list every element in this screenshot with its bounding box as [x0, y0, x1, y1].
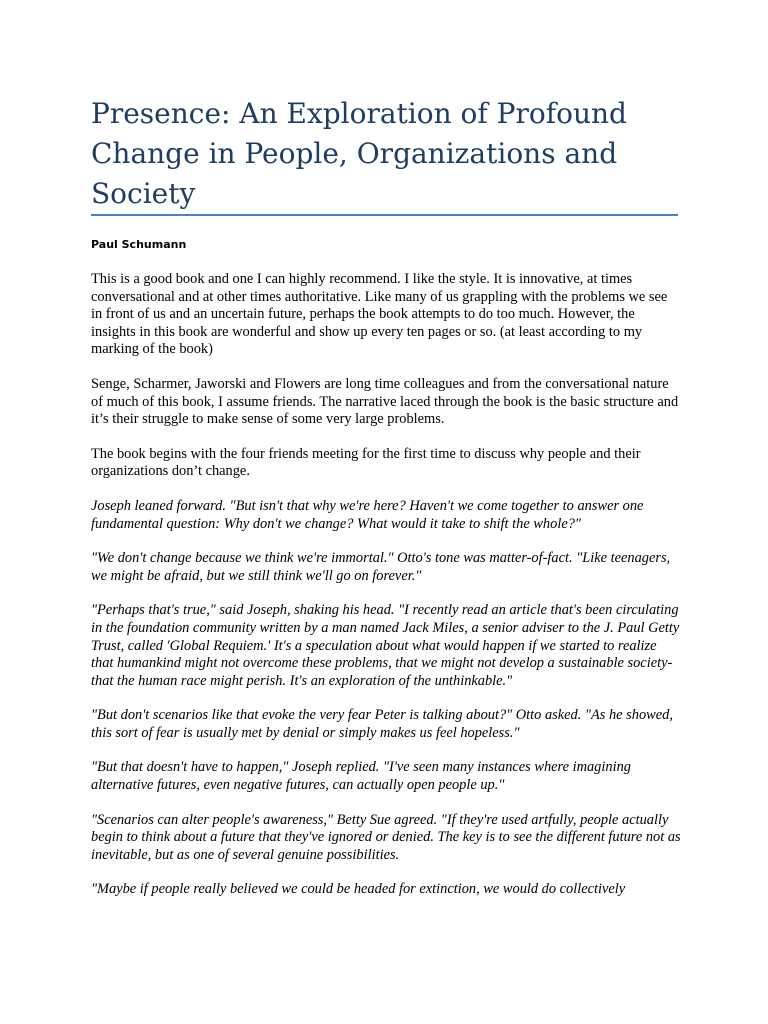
paragraph-review-intro: This is a good book and one I can highly recommend. I like the style. It is innovative, at times conversational and at other times authoritative. Like many of us grappling with the problems we see in front of us and an uncertain future, perhaps the book attempts to do too much. However, the insights in this book are wonderful and show up every ten pages or so. (at least according to my marking of the book)	[91, 271, 668, 358]
document-title: Presence: An Exploration of Profound Change in People, Organizations and Society	[91, 97, 627, 210]
author-name: Paul Schumann	[91, 238, 187, 251]
quote-paragraph: "We don't change because we think we're immortal." Otto's tone was matter-of-fact. "Like teenagers, we might be afraid, but we still think we'll go on forever."	[91, 550, 671, 584]
title-underline-rule	[91, 214, 678, 216]
document-body	[91, 271, 681, 916]
quote-paragraph: "Perhaps that's true," said Joseph, shaking his head. "I recently read an article that's been circulating in the foundation community written by a man named Jack Miles, a senior adviser to the J. Paul Getty Trust, called 'Global Requiem.' It's a speculation about what would happen if we started to realize that humankind might not overcome these problems, that we might not develop a sustainable society-that the human race might perish. It's an exploration of the unthinkable."	[91, 602, 680, 689]
quote-paragraph: Joseph leaned forward. "But isn't that why we're here? Haven't we come together to answer one fundamental question: Why don't we change? What would it take to shift the whole?"	[91, 497, 644, 532]
quote-paragraph: "But that doesn't have to happen," Joseph replied. "I've seen many instances where imagining alternative futures, even negative futures, can actually open people up."	[91, 759, 631, 794]
quote-paragraph: "But don't scenarios like that evoke the very fear Peter is talking about?" Otto asked. "As he showed, this sort of fear is usually met by denial or simply makes us feel hopeless."	[91, 707, 673, 741]
quote-paragraph: "Scenarios can alter people's awareness," Betty Sue agreed. "If they're used artfully, people actually begin to think about a future that they've ignored or denied. The key is to see the different future not as inevitable, but as one of several genuine possibilities.	[91, 811, 681, 863]
paragraph-authors: Senge, Scharmer, Jaworski and Flowers are long time colleagues and from the conversational nature of much of this book, I assume friends. The narrative laced through the book is the basic structure and it’s their struggle to make sense of some very large problems.	[91, 375, 679, 428]
quote-paragraph: "Maybe if people really believed we could be headed for extinction, we would do collectively	[91, 881, 626, 898]
paragraph-book-opening: The book begins with the four friends meeting for the first time to discuss why people and their organizations don’t change.	[91, 445, 641, 480]
